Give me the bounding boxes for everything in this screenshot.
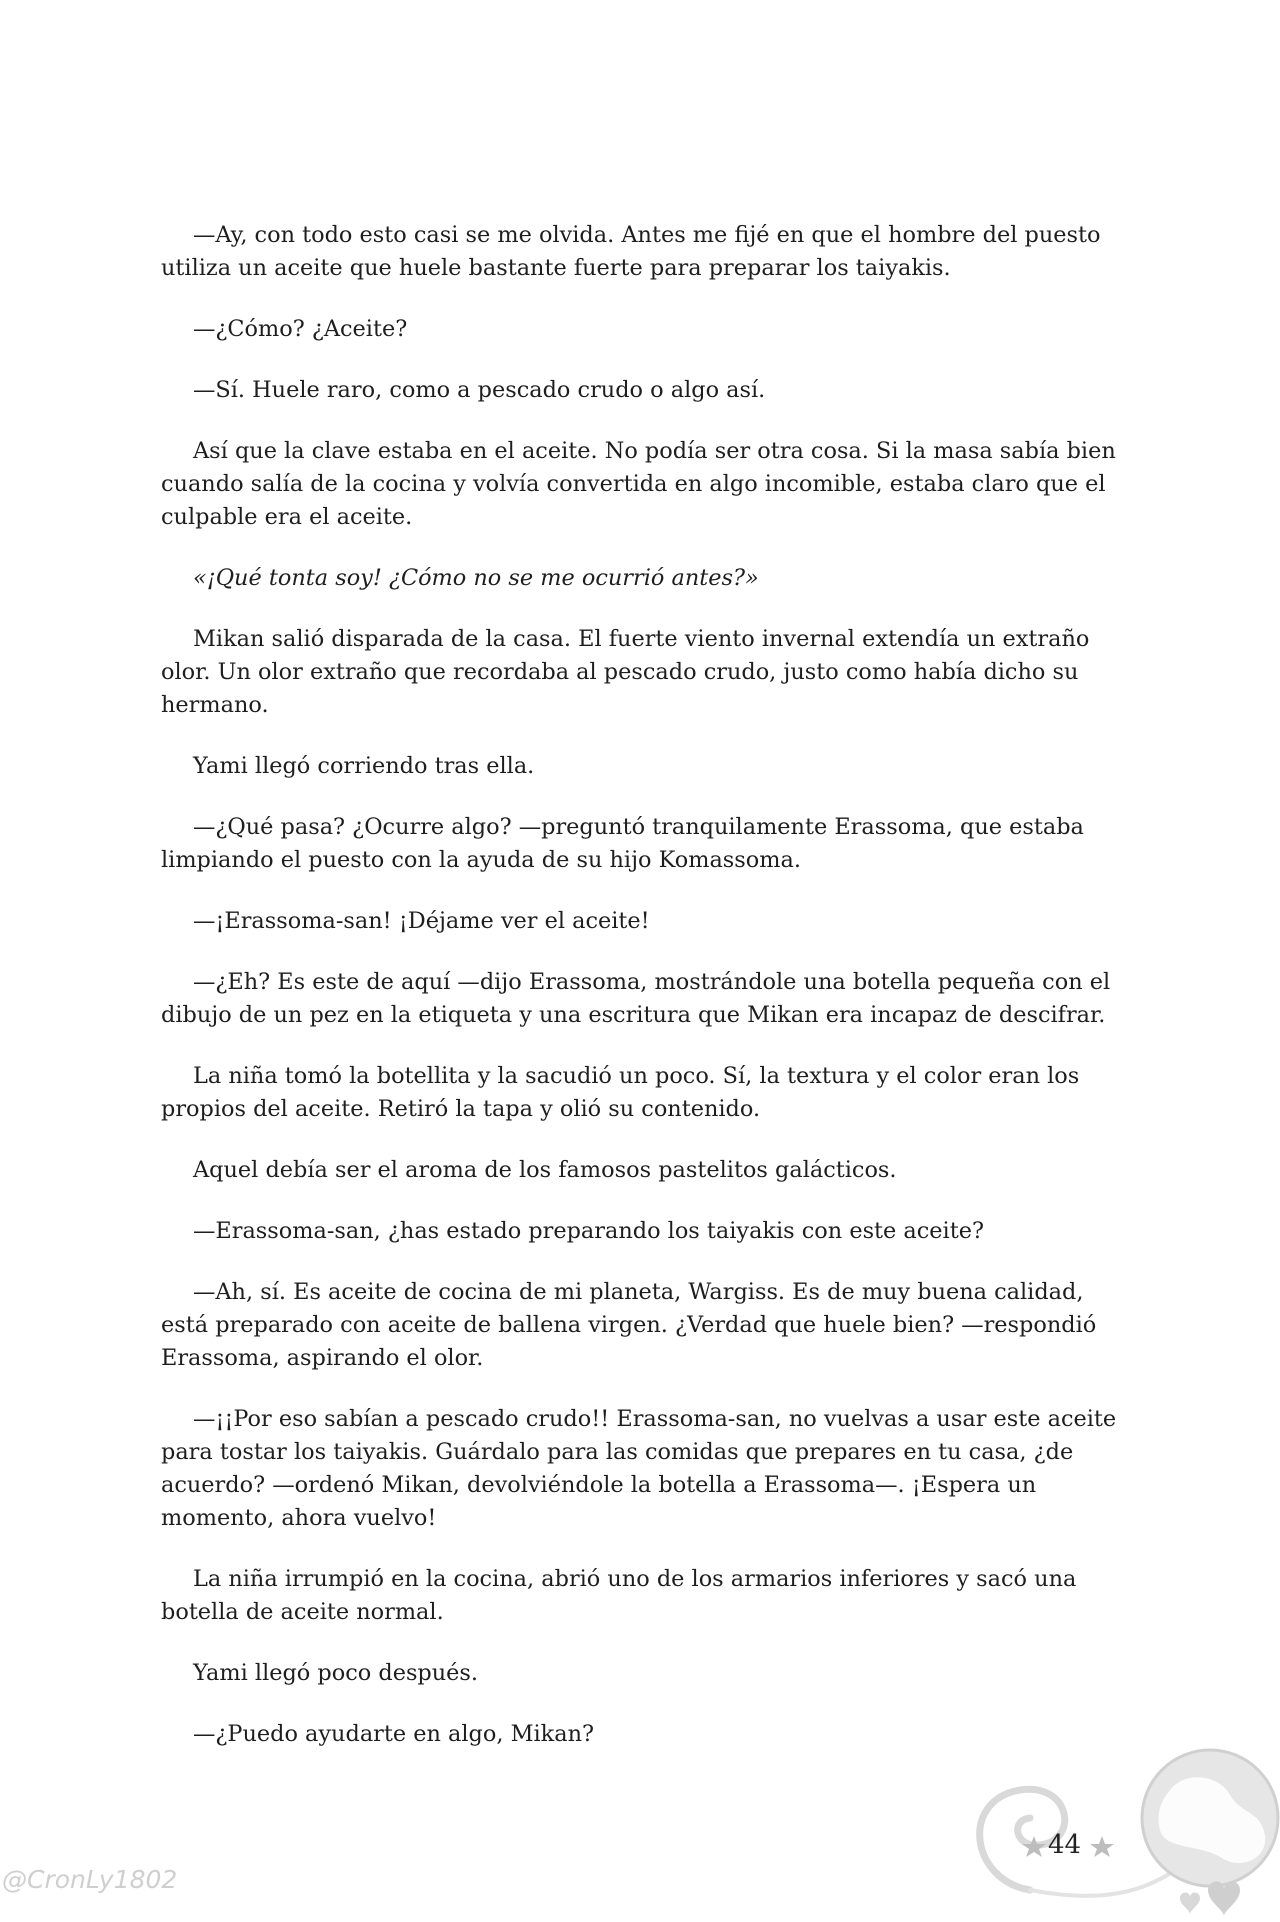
heart-icon bbox=[1208, 1881, 1240, 1916]
paragraph: La niña tomó la botellita y la sacudió un poco. Sí, la textura y el color eran los propios del aceite. Retiró la tapa y olió su contenido. bbox=[161, 1063, 1080, 1122]
paragraph: Aquel debía ser el aroma de los famosos pastelitos galácticos. bbox=[193, 1157, 897, 1183]
star-icon bbox=[1090, 1836, 1114, 1857]
page-corner-decoration bbox=[960, 1740, 1280, 1922]
paragraph: —¡Erassoma-san! ¡Déjame ver el aceite! bbox=[193, 908, 650, 934]
watermark: @CronLy1802 bbox=[2, 1865, 178, 1894]
paragraph: La niña irrumpió en la cocina, abrió uno de los armarios inferiores y sacó una botella de aceite normal. bbox=[161, 1566, 1077, 1625]
paragraph: —¡¡Por eso sabían a pescado crudo!! Erassoma-san, no vuelvas a usar este aceite para tostar los taiyakis. Guárdalo para las comidas que prepares en tu casa, ¿de acuerdo? —ordenó Mikan, devolviéndole la botella a Erassoma—. ¡Espera un momento, ahora vuelvo! bbox=[161, 1406, 1117, 1531]
page-number: 44 bbox=[1048, 1830, 1082, 1860]
paragraph: —Ah, sí. Es aceite de cocina de mi planeta, Wargiss. Es de muy buena calidad, está preparado con aceite de ballena virgen. ¿Verdad que huele bien? —respondió Erassoma, aspirando el olor. bbox=[161, 1279, 1097, 1371]
paragraph: —¿Puedo ayudarte en algo, Mikan? bbox=[193, 1721, 595, 1747]
paragraph: —Ay, con todo esto casi se me olvida. Antes me fijé en que el hombre del puesto utiliza un aceite que huele bastante fuerte para preparar los taiyakis. bbox=[161, 222, 1101, 281]
paragraph: —¿Eh? Es este de aquí —dijo Erassoma, mostrándole una botella pequeña con el dibujo de un pez en la etiqueta y una escritura que Mikan era incapaz de descifrar. bbox=[161, 969, 1111, 1028]
heart-icon bbox=[1180, 1893, 1200, 1914]
italic-thought-paragraph: «¡Qué tonta soy! ¿Cómo no se me ocurrió antes?» bbox=[193, 565, 759, 591]
paragraph: —¿Cómo? ¿Aceite? bbox=[193, 316, 408, 342]
paragraph: Yami llegó poco después. bbox=[193, 1660, 479, 1686]
paragraph: Así que la clave estaba en el aceite. No podía ser otra cosa. Si la masa sabía bien cuando salía de la cocina y volvía convertida en algo incomible, estaba claro que el culpable era el aceite. bbox=[161, 438, 1116, 530]
paragraph: Mikan salió disparada de la casa. El fuerte viento invernal extendía un extraño olor. Un olor extraño que recordaba al pescado crudo, justo como había dicho su hermano. bbox=[161, 626, 1090, 718]
paragraph: Yami llegó corriendo tras ella. bbox=[193, 753, 535, 779]
paragraph: —¿Qué pasa? ¿Ocurre algo? —preguntó tranquilamente Erassoma, que estaba limpiando el puesto con la ayuda de su hijo Komassoma. bbox=[161, 814, 1084, 873]
body-text bbox=[161, 219, 1121, 1779]
paragraph: —Erassoma-san, ¿has estado preparando los taiyakis con este aceite? bbox=[193, 1218, 984, 1244]
paragraph: —Sí. Huele raro, como a pescado crudo o algo así. bbox=[193, 377, 766, 403]
